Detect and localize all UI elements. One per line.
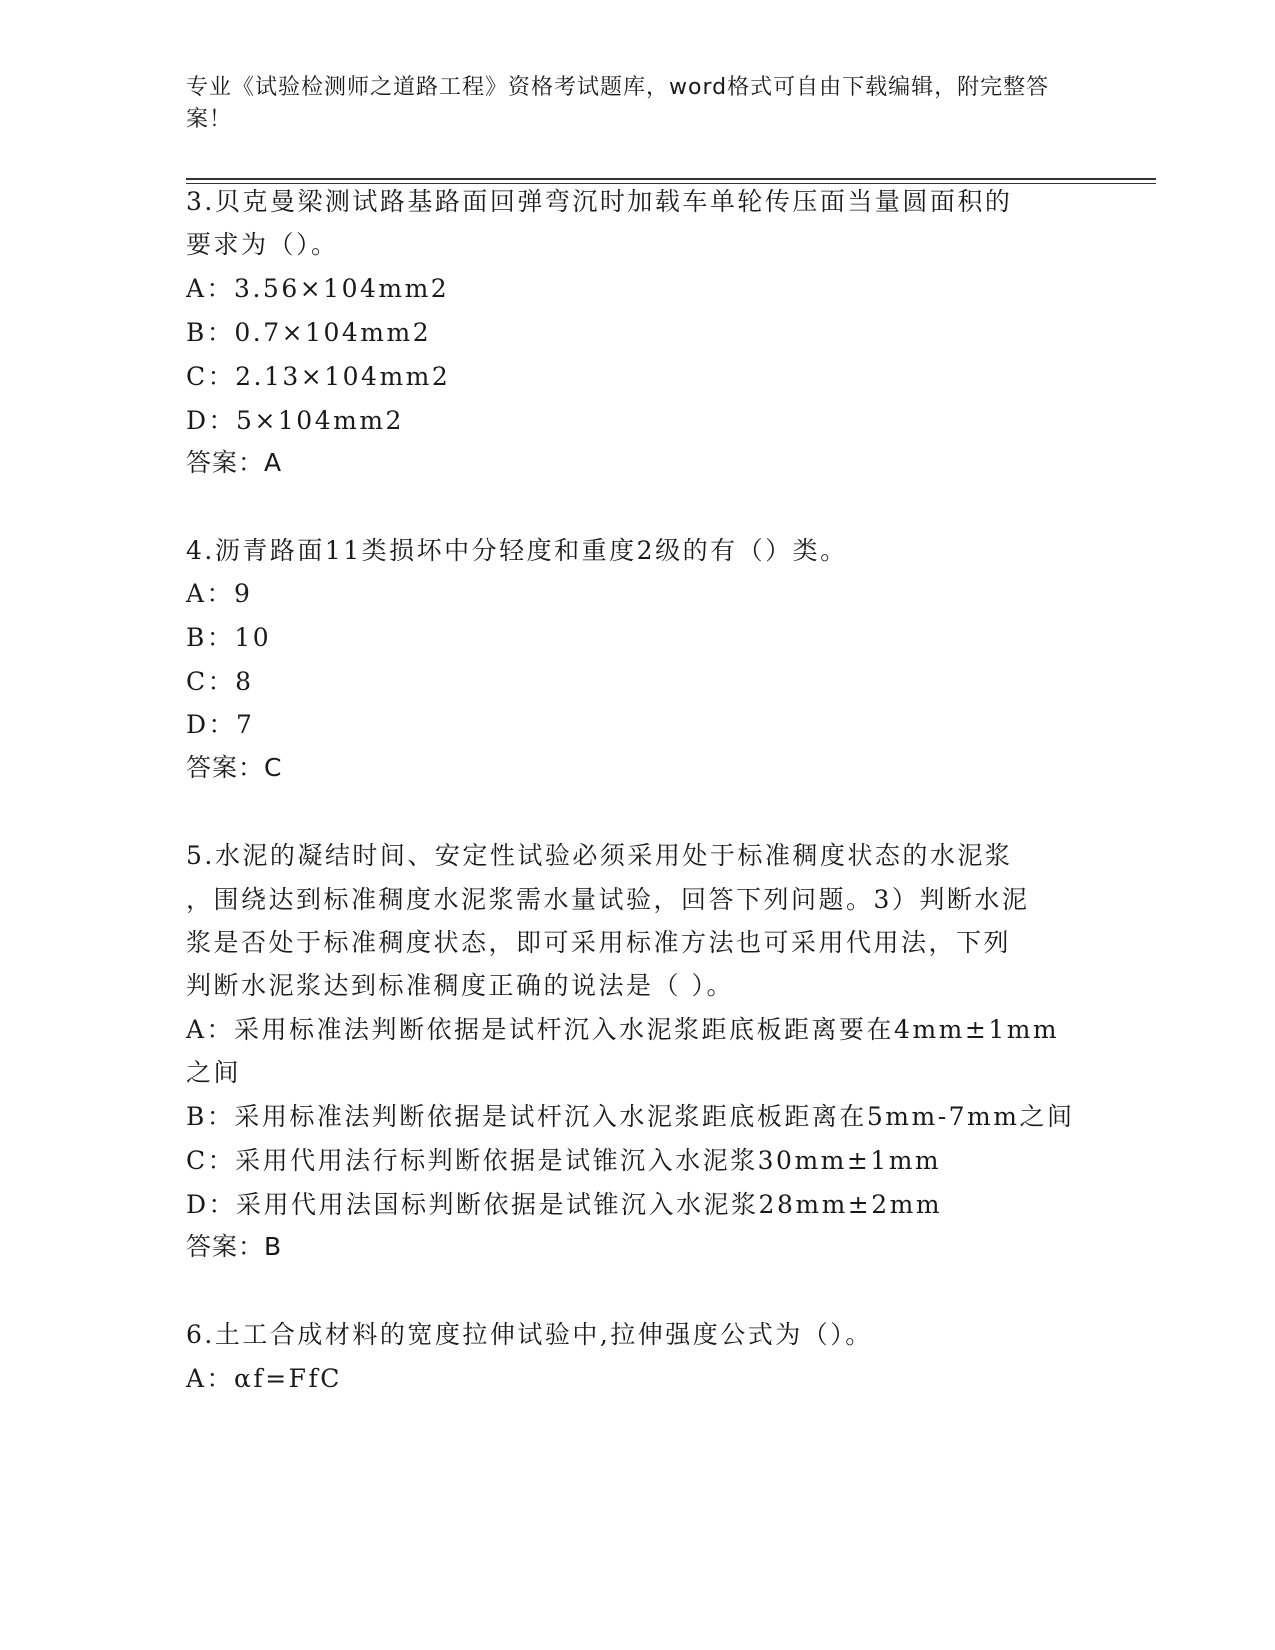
- question-5-stem-line-2: ，围绕达到标准稠度水泥浆需水量试验，回答下列问题。3）判断水泥: [186, 885, 1030, 914]
- question-5-option-a: A：采用标准法判断依据是试杆沉入水泥浆距底板距离要在4mm±1mm: [186, 1015, 1060, 1044]
- question-5-option-d: D：采用代用法国标判断依据是试锥沉入水泥浆28mm±2mm: [186, 1190, 943, 1219]
- question-3-option-b: B：0.7×104mm2: [186, 318, 432, 347]
- header-divider-thick: [186, 178, 1156, 180]
- question-3-stem-line-2: 要求为（）。: [186, 230, 339, 259]
- question-4-option-d: D：7: [186, 710, 255, 739]
- question-5-stem-line-4: 判断水泥浆达到标准稠度正确的说法是（ ）。: [186, 971, 734, 1000]
- question-5-option-a-continued: 之间: [186, 1058, 242, 1087]
- question-5-option-c: C：采用代用法行标判断依据是试锥沉入水泥浆30mm±1mm: [186, 1146, 942, 1175]
- question-5-stem-line-3: 浆是否处于标准稠度状态，即可采用标准方法也可采用代用法，下列: [186, 928, 1012, 957]
- question-4-option-c: C：8: [186, 667, 254, 696]
- question-5-option-b: B：采用标准法判断依据是试杆沉入水泥浆距底板距离在5mm-7mm之间: [186, 1102, 1075, 1131]
- question-3-stem-line-1: 3.贝克曼梁测试路基路面回弹弯沉时加载车单轮传压面当量圆面积的: [186, 187, 1013, 216]
- question-5-answer: 答案：B: [186, 1232, 283, 1261]
- question-4-option-a: A：9: [186, 579, 253, 608]
- question-3-option-c: C：2.13×104mm2: [186, 362, 451, 391]
- question-5-stem-line-1: 5.水泥的凝结时间、安定性试验必须采用处于标准稠度状态的水泥浆: [186, 841, 1013, 870]
- question-4-stem-line-1: 4.沥青路面11类损坏中分轻度和重度2级的有（）类。: [186, 536, 848, 565]
- question-6-option-a: A：αf=FfC: [186, 1364, 342, 1393]
- question-3-option-d: D：5×104mm2: [186, 406, 404, 435]
- question-4-answer: 答案：C: [186, 753, 283, 782]
- question-3-answer: 答案：A: [186, 448, 283, 477]
- question-3-option-a: A：3.56×104mm2: [186, 274, 450, 303]
- document-header: 专业《试验检测师之道路工程》资格考试题库，word格式可自由下载编辑，附完整答案！: [186, 75, 1050, 132]
- question-6-stem-line-1: 6.土工合成材料的宽度拉伸试验中,拉伸强度公式为（）。: [186, 1320, 873, 1349]
- header-divider-thin: [186, 183, 1156, 184]
- question-4-option-b: B：10: [186, 623, 272, 652]
